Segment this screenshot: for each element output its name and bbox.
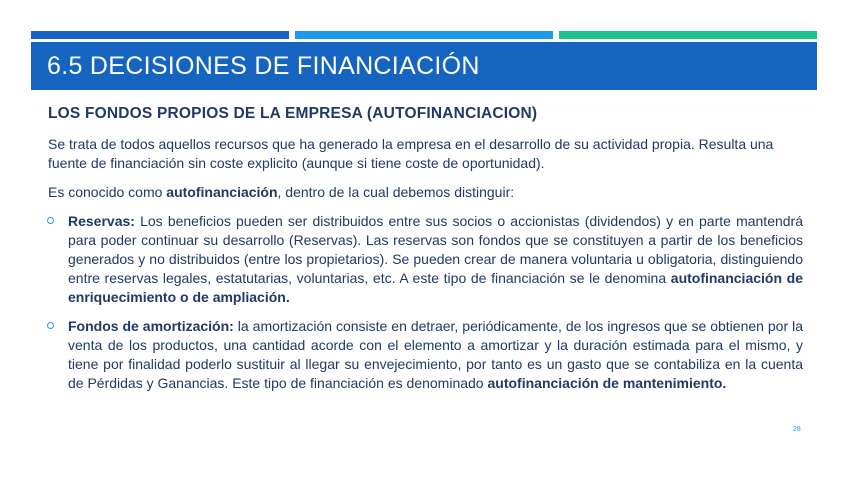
intro-paragraph: Se trata de todos aquellos recursos que ha generado la empresa en el desarrollo de su actividad propia. Resulta una fuente de financiación sin coste explicito (aunque si tiene coste de oportunidad). xyxy=(48,136,774,171)
known-term: autofinanciación xyxy=(166,184,278,200)
item-term: Fondos de amortización: xyxy=(68,318,234,334)
circle-bullet-icon xyxy=(47,322,54,329)
circle-bullet-icon xyxy=(47,217,54,224)
top-bar-blue xyxy=(31,31,289,39)
decorative-top-bars xyxy=(31,31,817,39)
item-emphasis: autofinanciación de mantenimiento. xyxy=(487,375,727,391)
title-band xyxy=(31,42,817,90)
financing-list xyxy=(48,212,803,393)
section-subtitle: LOS FONDOS PROPIOS DE LA EMPRESA (AUTOFINANCIACION) xyxy=(48,105,538,122)
known-prefix: Es conocido como xyxy=(48,184,167,200)
item-emphasis: autofinanciación de enriquecimiento o de ampliación. xyxy=(68,270,803,305)
page-number: 28 xyxy=(793,426,801,433)
top-bar-green xyxy=(559,31,817,39)
list-item-reservas xyxy=(48,212,803,307)
known-as-paragraph xyxy=(48,183,803,202)
item-text: la amortización consiste en detraer, periódicamente, de los ingresos que se obtienen por la venta de los productos, una cantidad acorde con el elemento a amortizar y la duración estimada para el mismo, y tiene por finalidad poderlo sustituir al llegar su envejecimiento, por tanto es un gasto que se contabiliza en la cuenta de Pérdidas y Ganancias. Este tipo de financiación es denominado xyxy=(68,318,803,391)
known-suffix: , dentro de la cual debemos distinguir: xyxy=(277,184,515,200)
item-text: Los beneficios pueden ser distribuidos entre sus socios o accionistas (dividendos) y en parte mantendrá para poder continuar su desarrollo (Reservas). Las reservas son fondos que se constituyen a partir de los beneficios generados y no distribuidos (entre los propietarios). Se pueden crear de manera voluntaria u obligatoria, distinguiendo entre reservas legales, estatutarias, voluntarias, etc. A este tipo de financiación se le denomina xyxy=(68,213,803,286)
slide-content xyxy=(48,104,803,403)
list-item-fondos-amortizacion xyxy=(48,317,803,393)
item-term: Reservas: xyxy=(68,213,135,229)
slide-title: 6.5 DECISIONES DE FINANCIACIÓN xyxy=(47,51,480,80)
top-bar-light-blue xyxy=(295,31,553,39)
